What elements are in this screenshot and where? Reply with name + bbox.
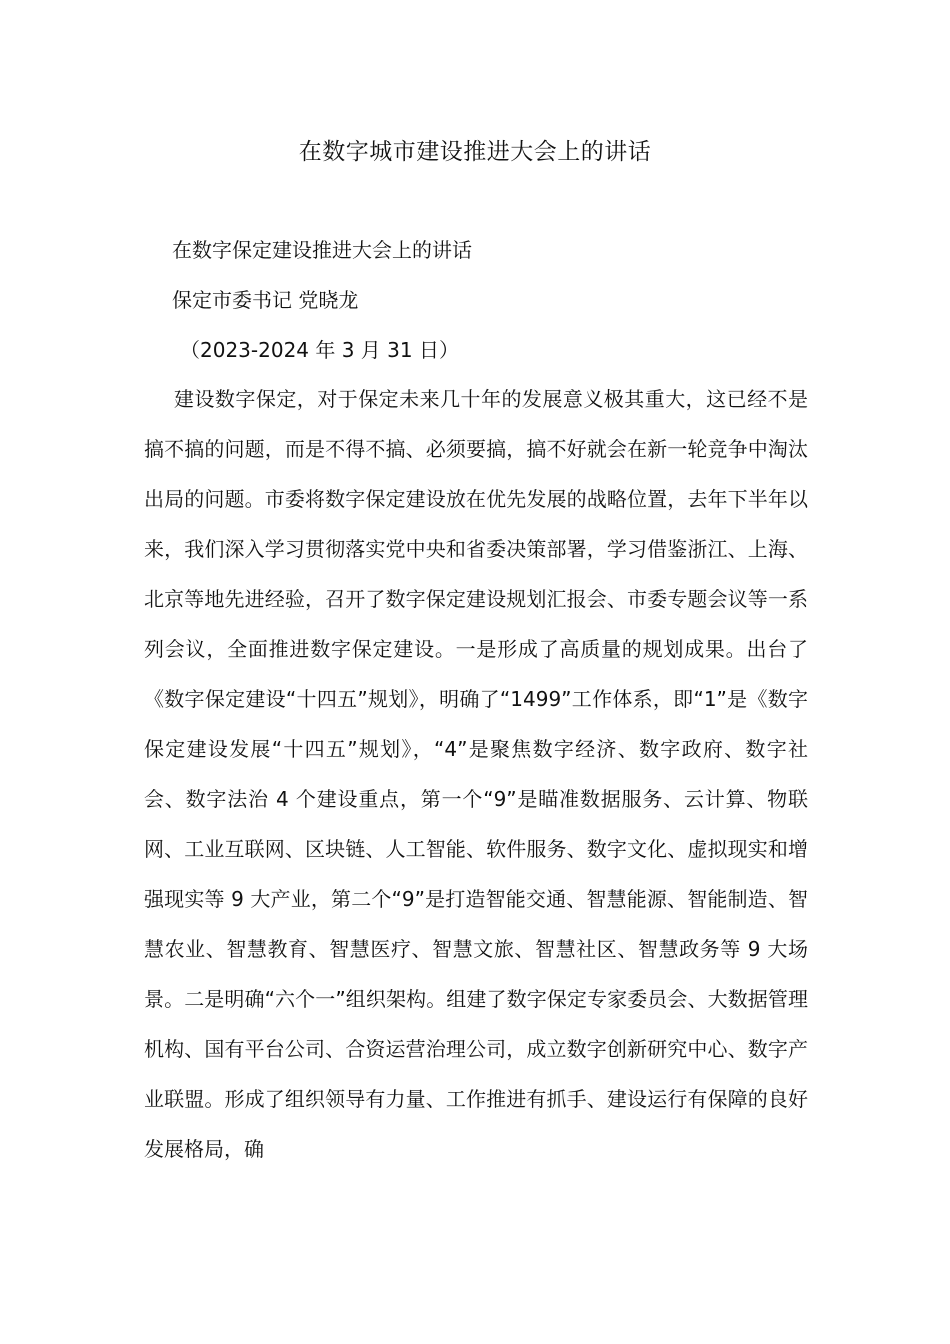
document-title: 在数字城市建设推进大会上的讲话 (298, 139, 652, 165)
document-date: （2023-2024 年 3 月 31 日） (180, 338, 459, 362)
body-paragraph: 建设数字保定，对于保定未来几十年的发展意义极其重大，这已经不是搞不搞的问题，而是不得不搞、必须要搞，搞不好就会在新一轮竞争中淘汰出局的问题。市委将数字保定建设放在优先发展的战略位置，去年下半年以来，我们深入学习贯彻落实党中央和省委决策部署，学习借鉴浙江、上海、北京等地先进经验，召开了数字保定建设规划汇报会、市委专题会议等一系列会议，全面推进数字保定建设。一是形成了高质量的规划成果。出台了《数字保定建设“十四五”规划》，明确了“1499”工作体系，即“1”是《数字保定建设发展“十四五”规划》，“4”是聚焦数字经济、数字政府、数字社会、数字法治 4 个建设重点，第一个“9”是瞄准数据服务、云计算、物联网、工业互联网、区块链、人工智能、软件服务、数字文化、虚拟现实和增强现实等 9 大产业，第二个“9”是打造智能交通、智慧能源、智能制造、智慧农业、智慧教育、智慧医疗、智慧文旅、智慧社区、智慧政务等 9 大场景。二是明确“六个一”组织架构。组建了数字保定专家委员会、大数据管理机构、国有平台公司、合资运营治理公司，成立数字创新研究中心、数字产业联盟。形成了组织领导有力量、工作推进有抓手、建设运行有保障的良好发展格局，确 (144, 387, 808, 1161)
document-author: 保定市委书记 党晓龙 (172, 288, 359, 312)
document-subtitle: 在数字保定建设推进大会上的讲话 (172, 238, 472, 262)
